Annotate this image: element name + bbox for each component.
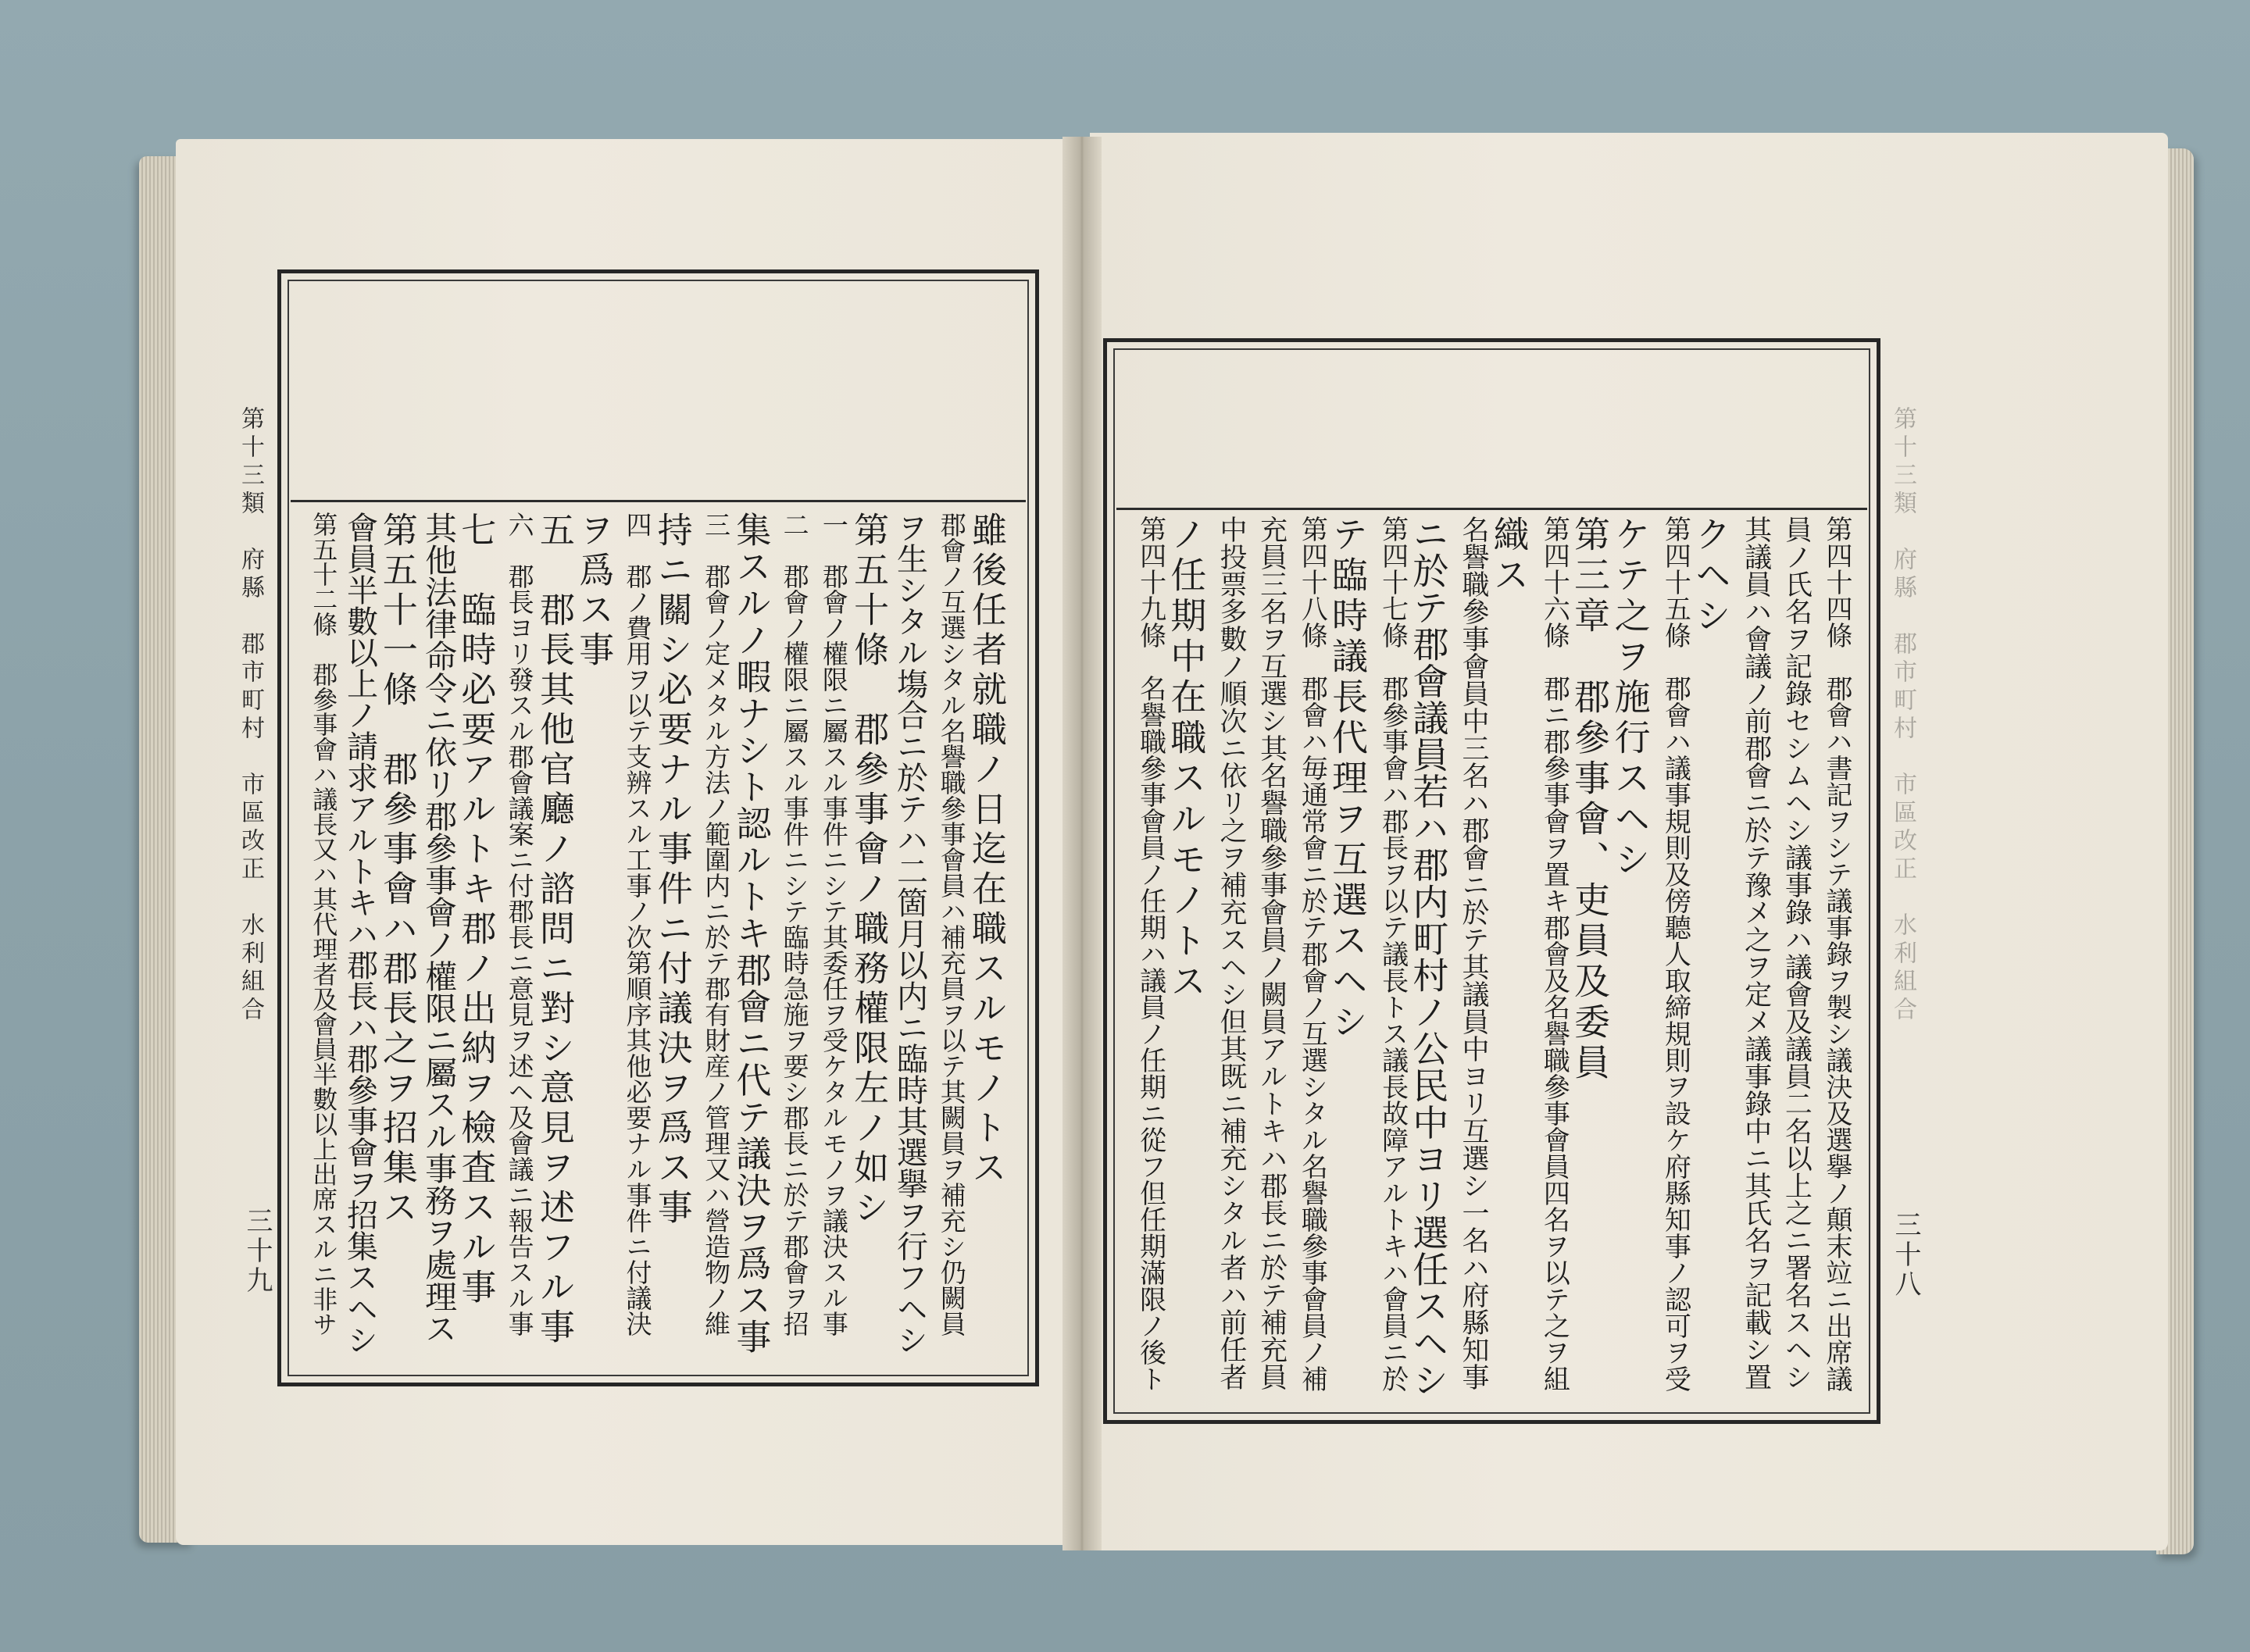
right_page-column-11: ニ於テ郡會議員若ハ郡内町村ノ公民中ヨリ選任スヘシ xyxy=(1407,516,1450,1398)
left_page-column-13: 六 郡長ヨリ發スル郡會議案ニ付郡長ニ意見ヲ述ヘ及會議ニ報告スル事 xyxy=(504,512,535,1336)
left_page-column-15: 其他法律命令ニ依リ郡參事會ノ權限ニ屬スル事務ヲ處理ス xyxy=(420,512,458,1344)
right_page-column-16: 中投票多數ノ順次ニ依リ之ヲ補充スヘシ但其既ニ補充シタル者ハ前任者 xyxy=(1216,516,1247,1390)
right_page-column-10: 名譽職參事會員中三名ハ郡會ニ於テ其議員中ヨリ互選シ一名ハ府縣知事 xyxy=(1458,516,1489,1390)
book-gutter xyxy=(1062,137,1102,1550)
right_page-column-1: 第四十四條 郡會ハ書記ヲシテ議事錄ヲ製シ議決及選擧ノ顛末竝ニ出席議 xyxy=(1821,516,1852,1392)
right_page-column-3: 其議員ハ會議ノ前郡會ニ於テ豫メ之ヲ定メ議事錄中ニ其氏名ヲ記載シ置 xyxy=(1740,516,1772,1390)
left-body-text xyxy=(297,512,1007,1355)
left_page-column-5: 一 郡會ノ權限ニ屬スル事件ニシテ其委任ヲ受ケタルモノヲ議決スル事 xyxy=(818,512,849,1336)
right_page-column-14: 第四十八條 郡會ハ毎通常會ニ於テ郡會ノ互選シタル名譽職參事會員ノ補 xyxy=(1296,516,1328,1392)
left_page-column-3: ヲ生シタル塲合ニ於テハ二箇月以内ニ臨時其選擧ヲ行フヘシ xyxy=(891,512,928,1355)
right-running-head: 第十三類 府縣 郡市町村 市區改正 水利組合 xyxy=(1889,406,1916,1025)
left-running-head: 第十三類 府縣 郡市町村 市區改正 水利組合 xyxy=(237,406,264,1025)
left_page-column-6: 二 郡會ノ權限ニ屬スル事件ニシテ臨時急施ヲ要シ郡長ニ於テ郡會ヲ招 xyxy=(779,512,810,1336)
right_page-column-5: 第四十五條 郡會ハ議事規則及傍聽人取締規則ヲ設ケ府縣知事ノ認可ヲ受 xyxy=(1659,516,1691,1392)
left_page-column-10: 四 郡ノ費用ヲ以テ支辨スル工事ノ次第順序其他必要ナル事件ニ付議決 xyxy=(622,512,653,1336)
right_page-column-15: 充員三名ヲ互選シ其名譽職參事會員ノ闕員アルトキハ郡長ニ於テ補充員 xyxy=(1255,516,1288,1390)
left_page-column-11: ヲ爲ス事 xyxy=(573,512,615,671)
right_page-column-7: 第三章 郡參事會、吏員及委員 xyxy=(1569,516,1611,1084)
right_page-column-18: 第四十九條 名譽職參事會員ノ任期ハ議員ノ任期ニ從フ但任期滿限ノ後ト xyxy=(1134,516,1166,1392)
left_page-column-1: 雖後任者就職ノ日迄在職スルモノトス xyxy=(966,512,1007,1189)
left_page-column-14: 七 臨時必要アルトキ郡ノ出納ヲ檢査スル事 xyxy=(455,512,497,1308)
right_page-column-9: 織ス xyxy=(1488,516,1530,597)
left_page-column-2: 郡會ノ互選シタル名譽職參事會員ハ補充員ヲ以テ其闕員ヲ補充シ仍闕員 xyxy=(936,512,967,1336)
left-header-rule xyxy=(291,500,1026,502)
right_page-column-12: 第四十七條 郡參事會ハ郡長ヲ以テ議長トス議長故障アルトキハ會員ニ於 xyxy=(1377,516,1409,1392)
left_page-column-18: 第五十二條 郡參事會ハ議長又ハ其代理者及會員半數以上出席スルニ非サ xyxy=(309,512,339,1336)
right_page-column-13: テ臨時議長代理ヲ互選スヘシ xyxy=(1327,516,1369,1044)
left-page-number: 三十九 xyxy=(241,1207,273,1296)
left_page-column-4: 第五十條 郡參事會ノ職務權限左ノ如シ xyxy=(848,512,890,1229)
right_page-column-6: ケテ之ヲ施行スヘシ xyxy=(1609,516,1652,881)
right-page-number: 三十八 xyxy=(1890,1211,1921,1300)
right_page-column-2: 員ノ氏名ヲ記錄セシムヘシ議事錄ハ議會及議員二名以上之ニ署名スヘシ xyxy=(1780,516,1812,1390)
left_page-column-8: 三 郡會ノ定メタル方法ノ範圍内ニ於テ郡有財産ノ管理又ハ營造物ノ維 xyxy=(701,512,732,1336)
right_page-column-4: クヘシ xyxy=(1690,516,1732,637)
left_page-column-17: 會員半數以上ノ請求アルトキハ郡長ハ郡參事會ヲ招集スヘシ xyxy=(341,512,378,1355)
right_page-column-17: ノ任期中在職スルモノトス xyxy=(1165,516,1208,1003)
left_page-column-7: 集スルノ暇ナシト認ルトキ郡會ニ代テ議決ヲ爲ス事 xyxy=(730,512,772,1355)
right_page-column-8: 第四十六條 郡ニ郡參事會ヲ置キ郡會及名譽職參事會員四名ヲ以テ之ヲ組 xyxy=(1538,516,1570,1392)
right-header-rule xyxy=(1116,508,1867,510)
left_page-column-12: 五 郡長其他官廳ノ諮問ニ對シ意見ヲ述フル事 xyxy=(533,512,575,1348)
right-body-text xyxy=(1123,516,1850,1398)
left_page-column-16: 第五十一條 郡參事會ハ郡長之ヲ招集ス xyxy=(376,512,418,1229)
left_page-column-9: 持ニ關シ必要ナル事件ニ付議決ヲ爲ス事 xyxy=(651,512,693,1229)
